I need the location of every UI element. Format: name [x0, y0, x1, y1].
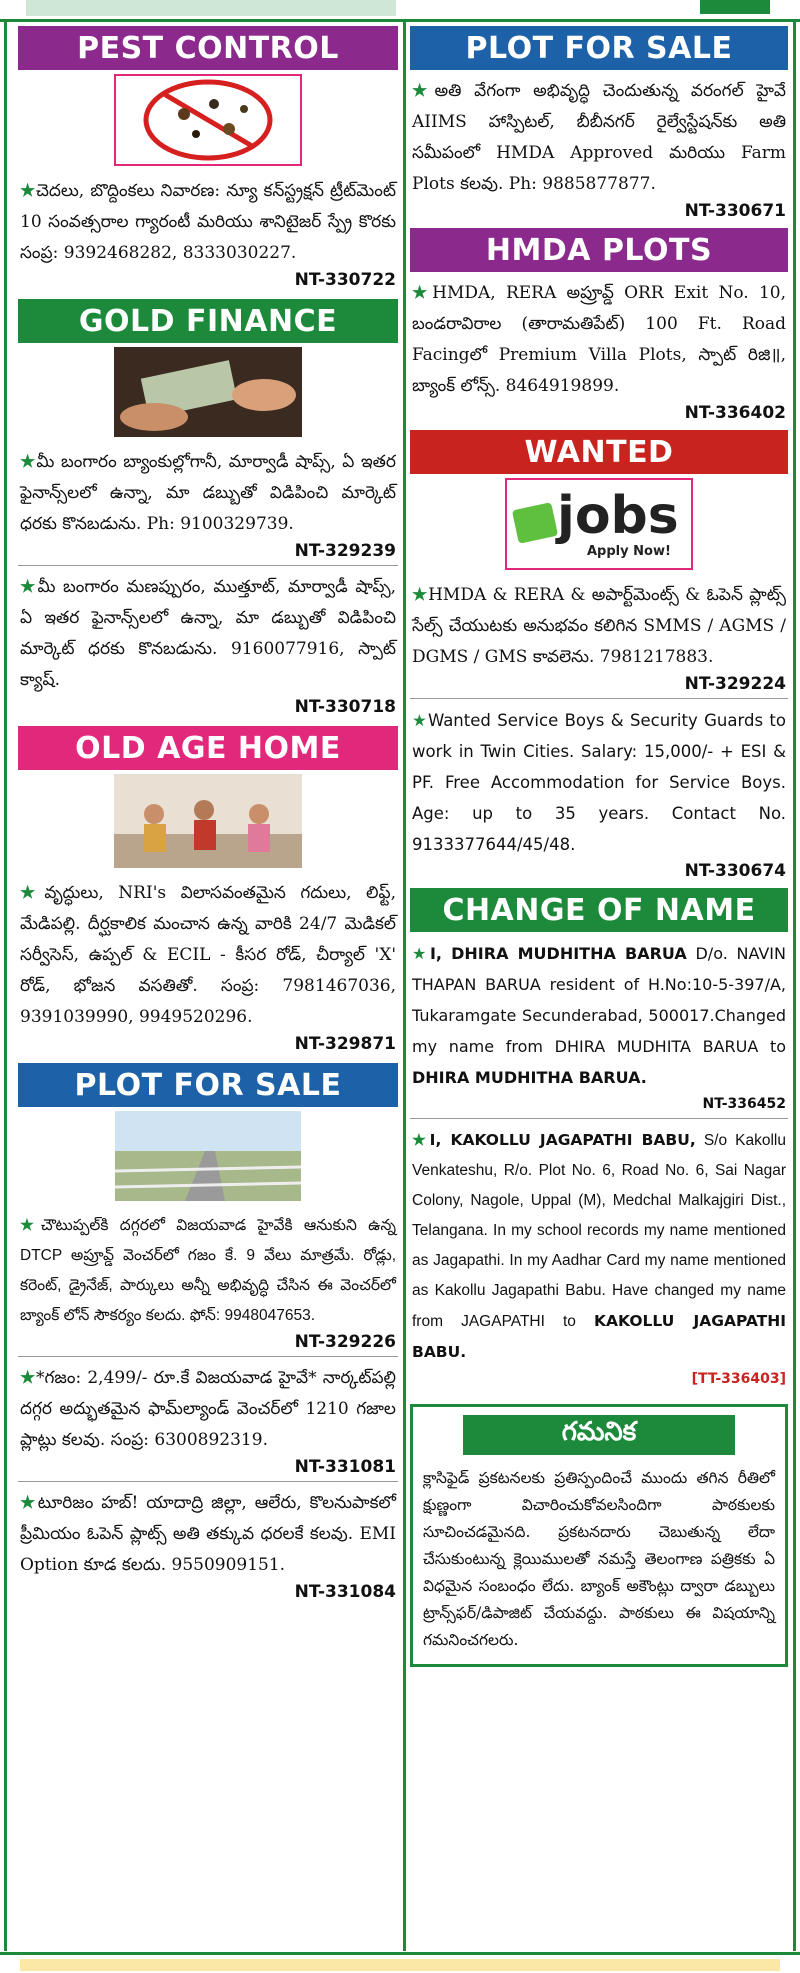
wanted-text-1: HMDA & RERA & అపార్ట్‌మెంట్స్ & ఓపెన్ ప్లాట్స్ సేల్స్ చేయుటకు అనుభవం కలిగిన SMMS / AGMS / DGMS / GMS కావలెను. 7981217883. [412, 585, 786, 667]
star-icon: ★ [20, 883, 45, 903]
jobs-key-icon [512, 502, 558, 544]
old-age-home-ad [18, 876, 398, 1033]
right-border [793, 22, 796, 1951]
old-age-home-text: వృద్ధులు, NRI's విలాసవంతమైన గదులు, లిఫ్ట్, మేడిపల్లి. దీర్ఘకాలిక మంచాన ఉన్న వారికి 24/7 మెడికల్ సర్వీసెస్, ఉప్పల్ & ECIL - కీసర రోడ్, చీర్యాల్ 'X' రోడ్, భోజన వసతితో. సంప్ర: 7981467036, 9391039990, 9949520296. [20, 883, 396, 1027]
star-icon: ★ [20, 1217, 41, 1234]
wanted-text-2: Wanted Service Boys & Security Guards to work in Twin Cities. Salary: 15,000/- + ESI & PF. Free Accommodation for Service Boys. Age: up to 35 years. Contact No. 9133377644/45/48. [412, 711, 786, 854]
ad-code: NT-330722 [294, 270, 396, 290]
notice-title: గమనిక [463, 1415, 735, 1455]
right-column [410, 26, 788, 1667]
ad-code: NT-329871 [294, 1034, 396, 1054]
separator [410, 698, 788, 699]
pest-control-text: చెదలు, బొద్దింకలు నివారణ: న్యూ కన్‌స్ట్రక్షన్ ట్రీట్‌మెంట్ 10 సంవత్సరాల గ్యారంటీ మరియు శానిటైజర్ స్ప్రే కొరకు సంప్ర: 9392468282, 8333030227. [20, 181, 396, 263]
name-body-1: D/o. NAVIN THAPAN BARUA resident of H.No:10-5-397/A, Tukaramgate Secunderabad, 500017.Changed my name from DHIRA MUDHITA BARUA to [412, 944, 786, 1056]
plot-text-warangal: అతి వేగంగా అభివృద్ధి చెందుతున్న వరంగల్ హైవే AIIMS హాస్పిటల్, బీబీనగర్ రైల్వేస్టేషన్‌కు అతి సమీపంలో HMDA Approved మరియు Farm Plots కలవు. Ph: 9885877877. [412, 81, 786, 194]
plot-for-sale-banner-right: PLOT FOR SALE [410, 26, 788, 70]
name-lead-1: I, DHIRA MUDHITHA BARUA [429, 944, 687, 963]
change-of-name-banner: CHANGE OF NAME [410, 888, 788, 932]
name-end-2: KAKOLLU JAGAPATHI BABU. [412, 1312, 786, 1361]
hmda-plots-banner: HMDA PLOTS [410, 228, 788, 272]
gold-finance-ad-1 [18, 445, 398, 540]
pest-control-banner: PEST CONTROL [18, 26, 398, 70]
notice-body: క్లాసిఫైడ్ ప్రకటనలకు ప్రతిస్పందించే ముందు తగిన రీతిలో క్షుణ్ణంగా విచారించుకోవలసిందిగా పాఠకులకు సూచించడమైనది. ప్రకటనదారు చెబుతున్న లేదా చేసుకుంటున్న క్లెయిములతో నమస్తే తెలంగాణ పత్రికకు ఏ విధమైన సంబంధం లేదు. బ్యాంక్ అకౌంట్లు ద్వారా డబ్బులు ట్రాన్స్‌ఫర్/డిపాజిట్ చేయవద్దు. పాఠకులు ఈ విషయాన్ని గమనించగలరు. [423, 1469, 775, 1649]
pest-control-image [114, 74, 302, 166]
wanted-banner: WANTED [410, 430, 788, 474]
ad-code: NT-329239 [294, 541, 396, 561]
wanted-ad-2 [410, 703, 788, 860]
star-icon: ★ [20, 181, 36, 201]
ad-code: NT-329224 [684, 674, 786, 694]
jobs-image [505, 478, 693, 570]
plot-ad-warangal [410, 74, 788, 200]
gold-finance-banner: GOLD FINANCE [18, 299, 398, 343]
ad-code: NT-336452 [702, 1096, 786, 1112]
wanted-ad-1 [410, 578, 788, 673]
separator [18, 1356, 398, 1357]
hmda-plots-ad [410, 276, 788, 402]
star-icon: ★ [412, 944, 430, 963]
plot-text-3: టూరిజం హబ్! యాదాద్రి జిల్లా, ఆలేరు, కొలనుపాకలో ప్రీమియం ఓపెన్ ప్లాట్స్ అతి తక్కువ ధరలకే కలవు. EMI Option కూడ కలదు. 9550909151. [20, 1493, 396, 1575]
ad-code: NT-331081 [294, 1457, 396, 1477]
gold-finance-ad-2 [18, 570, 398, 696]
ad-code: NT-330671 [684, 201, 786, 221]
plot-ad-3 [18, 1486, 398, 1581]
name-end-1: DHIRA MUDHITHA BARUA. [412, 1068, 647, 1087]
plot-ad-2 [18, 1361, 398, 1456]
star-icon: ★ [20, 1493, 38, 1513]
star-icon: ★ [20, 452, 37, 472]
ad-code: NT-330718 [294, 697, 396, 717]
separator [410, 1118, 788, 1119]
plot-ad-1 [18, 1209, 398, 1331]
left-column [18, 26, 398, 1603]
star-icon: ★ [20, 577, 38, 597]
star-icon: ★ [412, 1132, 430, 1149]
old-age-home-banner: OLD AGE HOME [18, 726, 398, 770]
plot-layout-image [115, 1111, 301, 1201]
gold-finance-image [114, 347, 302, 437]
separator [18, 565, 398, 566]
change-of-name-ad-1 [410, 936, 788, 1093]
top-strip [0, 0, 800, 22]
ad-code: NT-330674 [684, 861, 786, 881]
ad-code: [TT-336403] [691, 1371, 786, 1387]
star-icon: ★ [412, 81, 435, 101]
plot-for-sale-banner-left: PLOT FOR SALE [18, 1063, 398, 1107]
ad-code: NT-329226 [294, 1332, 396, 1352]
ad-code: NT-331084 [294, 1582, 396, 1602]
left-border [4, 22, 7, 1951]
apply-now-text: Apply Now! [587, 544, 671, 559]
plot-text-2: *గజం: 2,499/- రూ.కే విజయవాడ హైవే* నార్కట్‌పల్లి దగ్గర అద్భుతమైన ఫామ్‌ల్యాండ్ వెంచర్‌లో 1210 గజాల ప్లాట్లు కలవు. సంప్ర: 6300892319. [20, 1368, 396, 1450]
star-icon: ★ [412, 585, 429, 605]
gold-finance-text-1: మీ బంగారం బ్యాంకుల్లోగానీ, మార్వాడీ షాప్స్, ఏ ఇతర ఫైనాన్స్‌లలో ఉన్నా, మా డబ్బుతో విడిపించి మార్కెట్ ధరకు కొనబడును. Ph: 9100329739. [20, 452, 396, 534]
separator [18, 1481, 398, 1482]
old-age-home-image [114, 774, 302, 868]
pest-control-ad [18, 174, 398, 269]
change-of-name-ad-2 [410, 1123, 788, 1368]
notice-box [410, 1404, 788, 1667]
ad-code: NT-336402 [684, 403, 786, 423]
star-icon: ★ [20, 1368, 36, 1388]
bottom-strip [0, 1952, 800, 1973]
jobs-word: jobs [557, 486, 679, 546]
column-divider [403, 22, 406, 1951]
star-icon: ★ [412, 283, 433, 303]
plot-text-1: చౌటుప్పల్‌కి దగ్గరలో విజయవాడ హైవేకి ఆనుకుని ఉన్న DTCP అప్రూవ్డ్ వెంచర్‌లో గజం కే. 9 వేలు మాత్రమే. రోడ్లు, కరెంట్, డ్రైనేజ్, పార్కులు అన్నీ అభివృద్ధి చేసిన ఈ వెంచర్‌లో బ్యాంక్ లోన్ సౌకర్యం కలదు. ఫోన్: 9948047653. [20, 1217, 396, 1324]
name-lead-2: I, KAKOLLU JAGAPATHI BABU, [429, 1131, 696, 1149]
gold-finance-text-2: మీ బంగారం మణప్పురం, ముత్తూట్, మార్వాడీ షాప్స్, ఏ ఇతర ఫైనాన్స్‌లలో ఉన్నా, మా డబ్బుతో విడిపించి మార్కెట్ ధరకు కొనబడును. 9160077916, స్పాట్ క్యాష్. [20, 577, 396, 690]
star-icon: ★ [412, 711, 428, 730]
name-body-2: S/o Kakollu Venkateshu, R/o. Plot No. 6, Road No. 6, Sai Nagar Colony, Nagole, Uppal (M), Medchal Malkajgiri Dist., Telangana. In my school records my name mentioned as Jagapathi. In my Aadhar Card my name mentioned as Kakollu Jagapathi Babu. Have changed my name from JAGAPATHI to [412, 1132, 786, 1330]
hmda-plots-text: HMDA, RERA అప్రూవ్డ్ ORR Exit No. 10, బండరావిరాల (తారామతిపేట్) 100 Ft. Road Facingలో Premium Villa Plots, స్పాట్ రిజి॥, బ్యాంక్ లోన్స్. 8464919899. [412, 283, 786, 396]
